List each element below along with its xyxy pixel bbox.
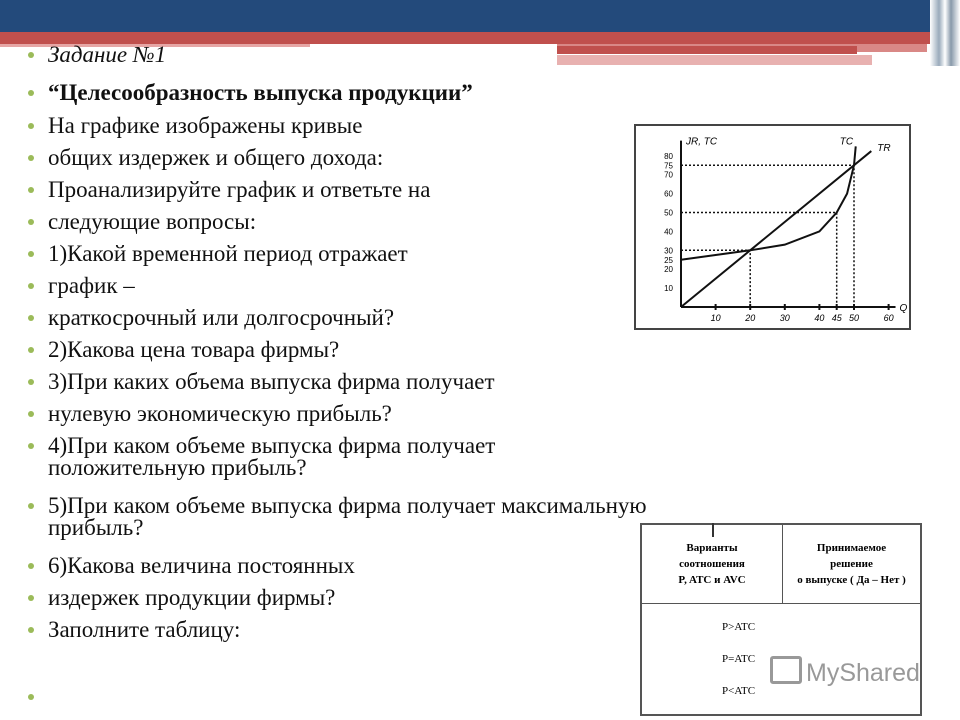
line-text: график – xyxy=(48,273,135,298)
line-text: положительную прибыль? xyxy=(48,455,307,480)
bullet-line xyxy=(28,617,240,643)
header-text: P, ATC и AVC xyxy=(678,574,746,586)
y-tick-label: 60 xyxy=(664,189,673,199)
table-header-variants xyxy=(642,525,783,604)
bullet-line xyxy=(28,80,473,106)
bullet-line xyxy=(28,401,392,427)
bullet-icon xyxy=(28,563,34,569)
bullet-line xyxy=(28,113,362,139)
bullet-line xyxy=(28,455,307,481)
header-text: решение xyxy=(830,558,873,570)
table-row: P=ATC xyxy=(722,653,756,665)
x-axis-label: Q xyxy=(899,303,908,314)
line-text: “Целесообразность выпуска продукции” xyxy=(48,80,473,105)
bullet-line xyxy=(28,553,355,579)
line-text: следующие вопросы: xyxy=(48,209,257,234)
bullet-icon xyxy=(28,595,34,601)
series-tr xyxy=(681,151,871,307)
x-tick-label: 40 xyxy=(814,313,825,323)
line-text: На графике изображены кривые xyxy=(48,113,363,138)
header-band xyxy=(0,0,960,32)
y-tick-label: 40 xyxy=(664,227,673,237)
table-row: P>ATC xyxy=(722,621,756,633)
line-text: Задание №1 xyxy=(48,42,167,67)
series-label: TR xyxy=(877,143,891,155)
bullet-icon xyxy=(28,155,34,161)
table-row: P<ATC xyxy=(722,685,756,697)
y-tick-label: 20 xyxy=(664,265,673,275)
header-stripe xyxy=(557,55,872,65)
line-text: 2)Какова цена товара фирмы? xyxy=(48,337,340,362)
y-tick-label: 75 xyxy=(664,161,673,171)
line-text: 1)Какой временной период отражает xyxy=(48,241,408,266)
bullet-icon xyxy=(28,52,34,58)
bullet-line xyxy=(28,515,143,541)
bullet-icon xyxy=(28,123,34,129)
table-header-decision xyxy=(783,525,920,604)
line-text: 3)При каких объема выпуска фирма получает xyxy=(48,369,495,394)
y-axis-label: ЈR, TC xyxy=(686,136,718,148)
header-text: Варианты xyxy=(686,542,738,554)
bullet-icon xyxy=(28,347,34,353)
bullet-line xyxy=(28,369,495,395)
header-text: соотношения xyxy=(679,558,745,570)
line-text: Проанализируйте график и ответьте на xyxy=(48,177,431,202)
y-tick-label: 80 xyxy=(664,151,673,161)
line-text: общих издержек и общего дохода: xyxy=(48,145,384,170)
header-text: Принимаемое xyxy=(816,542,887,554)
bullet-icon xyxy=(28,627,34,633)
x-tick-label: 60 xyxy=(883,313,894,323)
y-tick-label: 10 xyxy=(664,284,673,294)
bullet-line xyxy=(28,273,135,299)
bullet-line xyxy=(28,585,335,611)
line-text: Заполните таблицу: xyxy=(48,617,241,642)
line-text: нулевую экономическую прибыль? xyxy=(48,401,392,426)
bullet-icon xyxy=(28,187,34,193)
series-tc xyxy=(681,146,856,259)
bullet-icon xyxy=(28,379,34,385)
y-tick-label: 50 xyxy=(664,208,673,218)
bullet-line xyxy=(28,42,166,68)
watermark-text: MyShared xyxy=(806,659,920,687)
bullet-icon xyxy=(28,283,34,289)
tr-tc-chart xyxy=(634,124,911,330)
series-label: TC xyxy=(839,136,854,148)
x-tick-label: 50 xyxy=(848,313,860,323)
bullet-line xyxy=(28,209,256,235)
header-text: о выпуске ( Да – Нет ) xyxy=(797,574,906,586)
bullet-line xyxy=(28,145,383,171)
x-tick-label: 30 xyxy=(779,313,790,323)
bullet-line xyxy=(28,305,394,331)
bullet-icon xyxy=(28,411,34,417)
bullet-icon xyxy=(28,503,34,509)
line-text: 5)При каком объеме выпуска фирма получает максимальную xyxy=(48,493,647,518)
line-text: 6)Какова величина постоянных xyxy=(48,553,355,578)
y-tick-label: 25 xyxy=(664,255,673,265)
line-text: прибыль? xyxy=(48,515,144,540)
bullet-icon xyxy=(28,90,34,96)
x-tick-label: 20 xyxy=(745,313,756,323)
y-tick-label: 30 xyxy=(664,246,673,256)
bullet-icon xyxy=(28,219,34,225)
header-edge xyxy=(930,0,960,66)
y-tick-label: 70 xyxy=(664,170,673,180)
bullet-line xyxy=(28,241,408,267)
header-stripe xyxy=(557,46,857,54)
x-tick-label: 10 xyxy=(710,313,721,323)
bullet-line xyxy=(28,177,430,203)
bullet-icon xyxy=(28,251,34,257)
bullet-icon xyxy=(28,315,34,321)
guide-line xyxy=(681,213,837,308)
watermark-logo xyxy=(770,656,920,688)
line-text: краткосрочный или долгосрочный? xyxy=(48,305,395,330)
x-tick-label: 45 xyxy=(831,313,842,323)
line-text: издержек продукции фирмы? xyxy=(48,585,336,610)
line-text: 4)При каком объеме выпуска фирма получает xyxy=(48,433,496,458)
bullet-line xyxy=(28,337,339,363)
bullet-icon xyxy=(28,443,34,449)
